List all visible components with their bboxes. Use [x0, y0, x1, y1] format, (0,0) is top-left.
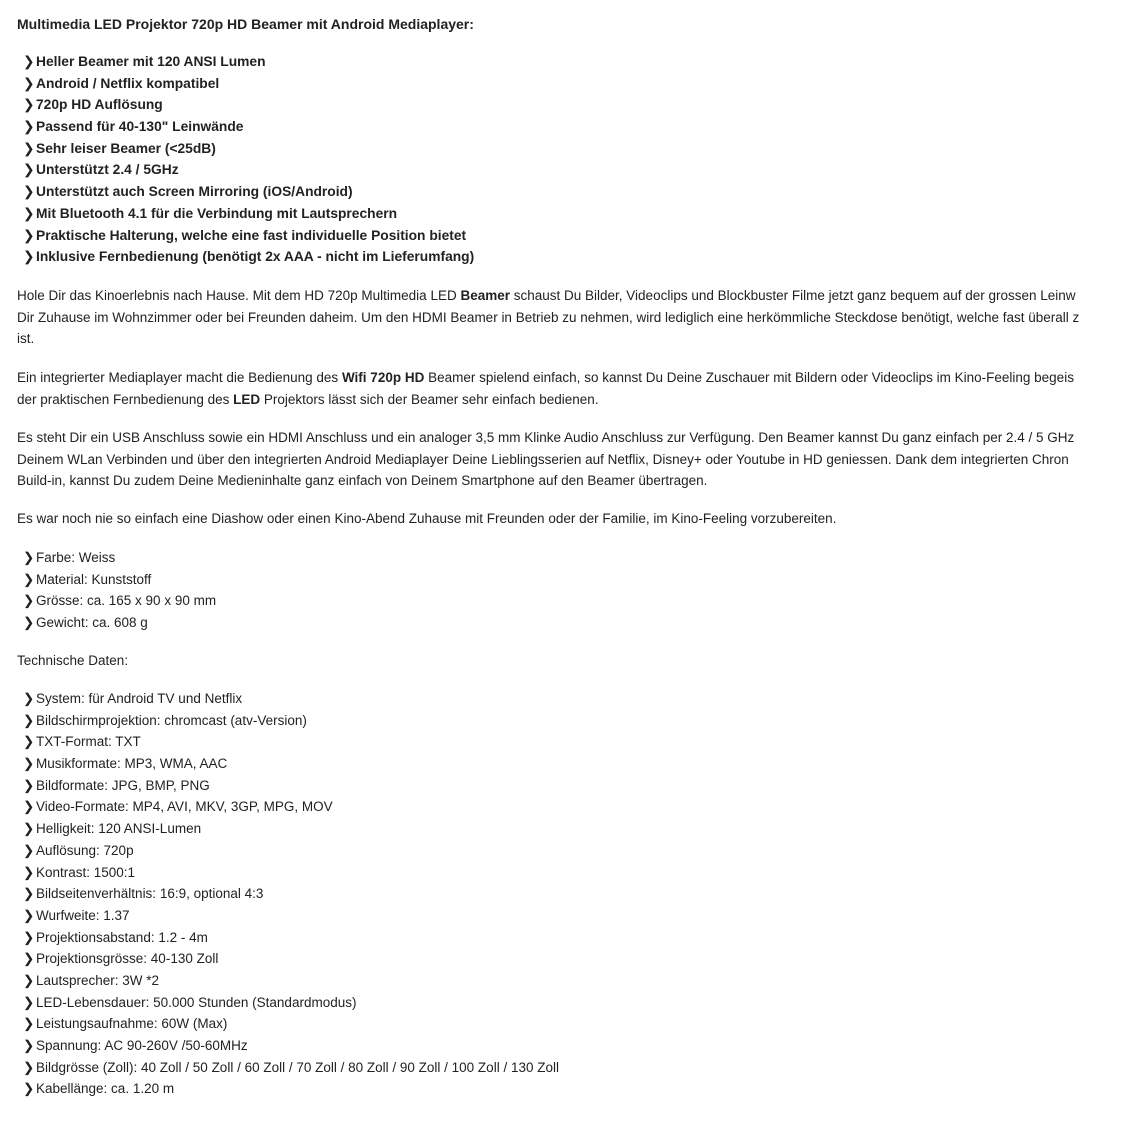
chevron-right-icon: ❯ — [23, 842, 35, 858]
list-item-text: Farbe: Weiss — [36, 550, 116, 565]
list-item — [23, 948, 559, 970]
list-item — [23, 840, 559, 862]
list-item-text: Praktische Halterung, welche eine fast individuelle Position bietet — [36, 227, 467, 243]
list-item — [23, 51, 474, 73]
list-item-text: TXT-Format: TXT — [36, 734, 141, 750]
list-item — [23, 1013, 559, 1035]
chevron-right-icon: ❯ — [23, 756, 35, 772]
list-item — [23, 246, 474, 268]
list-item-text: Gewicht: ca. 608 g — [36, 615, 148, 631]
feature-list — [23, 51, 474, 268]
chevron-right-icon: ❯ — [23, 886, 35, 902]
chevron-right-icon: ❯ — [23, 1038, 35, 1053]
chevron-right-icon: ❯ — [23, 799, 35, 815]
chevron-right-icon: ❯ — [23, 734, 35, 750]
list-item — [23, 1035, 559, 1057]
product-heading: Multimedia LED Projektor 720p HD Beamer mit Android Mediaplayer: — [17, 16, 474, 32]
chevron-right-icon: ❯ — [23, 119, 35, 135]
chevron-right-icon: ❯ — [23, 184, 35, 200]
list-item-text: Heller Beamer mit 120 ANSI Lumen — [36, 54, 266, 69]
chevron-right-icon: ❯ — [23, 97, 35, 113]
list-item-text: Bildgrösse (Zoll): 40 Zoll / 50 Zoll / 60 Zoll / 70 Zoll / 80 Zoll / 90 Zoll / 100 Zoll / 130 Zoll — [36, 1059, 559, 1075]
list-item-text: Helligkeit: 120 ANSI-Lumen — [36, 821, 202, 837]
list-item — [23, 612, 216, 634]
mediaplayer-paragraph — [17, 367, 1128, 410]
list-item-text: Passend für 40-130" Leinwände — [36, 119, 244, 135]
list-item — [23, 992, 559, 1014]
list-item-text: Sehr leiser Beamer (<25dB) — [36, 140, 216, 156]
list-item-text: Bildschirmprojektion: chromcast (atv-Version) — [36, 712, 307, 728]
list-item — [23, 688, 559, 710]
list-item-text: Projektionsgrösse: 40-130 Zoll — [36, 951, 219, 967]
list-item — [23, 547, 216, 569]
list-item — [23, 927, 559, 949]
chevron-right-icon: ❯ — [23, 227, 35, 243]
product-description — [17, 0, 1128, 1128]
paragraph-line: Hole Dir das Kinoerlebnis nach Hause. Mit dem HD 720p Multimedia LED Beamer schaust Du Bilder, Videoclips und Blockbuster Filme jetzt ganz bequem auf der grossen Leinw — [17, 288, 1076, 303]
chevron-right-icon: ❯ — [23, 777, 35, 793]
chevron-right-icon: ❯ — [23, 821, 35, 837]
list-item-text: System: für Android TV und Netflix — [36, 691, 243, 706]
chevron-right-icon: ❯ — [23, 571, 35, 587]
paragraph-line: Es war noch nie so einfach eine Diashow oder einen Kino-Abend Zuhause mit Freunden oder der Familie, im Kino-Feeling vorzubereiten. — [17, 511, 837, 526]
paragraph-line: Build-in, kannst Du zudem Deine Medieninhalte ganz einfach von Deinem Smartphone auf den Beamer übertragen. — [17, 473, 708, 489]
chevron-right-icon: ❯ — [23, 929, 35, 945]
list-item — [23, 1078, 559, 1100]
list-item-text: Projektionsabstand: 1.2 - 4m — [36, 929, 208, 945]
chevron-right-icon: ❯ — [23, 162, 35, 178]
list-item — [23, 775, 559, 797]
chevron-right-icon: ❯ — [23, 1016, 35, 1032]
paragraph-line: Ein integrierter Mediaplayer macht die Bedienung des Wifi 720p HD Beamer spielend einfach, so kannst Du Deine Zuschauer mit Bildern oder Videoclips im Kino-Feeling begeis — [17, 370, 1074, 385]
connectivity-paragraph — [17, 427, 1128, 492]
list-item — [23, 862, 559, 884]
chevron-right-icon: ❯ — [23, 712, 35, 728]
paragraph-line: ist. — [17, 331, 35, 347]
list-item — [23, 203, 474, 225]
chevron-right-icon: ❯ — [23, 593, 35, 609]
list-item — [23, 94, 474, 116]
intro-paragraph — [17, 285, 1128, 350]
chevron-right-icon: ❯ — [23, 864, 35, 880]
chevron-right-icon: ❯ — [23, 1059, 35, 1075]
list-item-text: Lautsprecher: 3W *2 — [36, 972, 160, 988]
list-item-text: Auflösung: 720p — [36, 842, 134, 858]
chevron-right-icon: ❯ — [23, 951, 35, 967]
chevron-right-icon: ❯ — [23, 75, 35, 91]
paragraph-line: Deinem WLan Verbinden und über den integrierten Android Mediaplayer Deine Lieblingsserien auf Netflix, Disney+ oder Youtube in HD geniessen. Dank dem integrierten Chron — [17, 451, 1069, 467]
list-item-text: Material: Kunststoff — [36, 571, 152, 587]
keyword-wifi: Wifi 720p HD — [341, 370, 425, 385]
list-item-text: Kontrast: 1500:1 — [36, 864, 136, 880]
chevron-right-icon: ❯ — [23, 907, 35, 923]
chevron-right-icon: ❯ — [23, 691, 35, 706]
list-item — [23, 138, 474, 160]
list-item — [23, 225, 474, 247]
list-item — [23, 710, 559, 732]
list-item — [23, 590, 216, 612]
list-item — [23, 970, 559, 992]
list-item — [23, 796, 559, 818]
chevron-right-icon: ❯ — [23, 249, 35, 265]
tech-data-list — [23, 688, 559, 1100]
list-item — [23, 569, 216, 591]
paragraph-line: der praktischen Fernbedienung des LED Projektors lässt sich der Beamer sehr einfach bedienen. — [17, 391, 599, 407]
paragraph-line: Es steht Dir ein USB Anschluss sowie ein HDMI Anschluss und ein analoger 3,5 mm Klinke Audio Anschluss zur Verfügung. Den Beamer kannst Du ganz einfach per 2.4 / 5 GHz — [17, 430, 1075, 445]
chevron-right-icon: ❯ — [23, 994, 35, 1010]
list-item — [23, 181, 474, 203]
list-item-text: Unterstützt auch Screen Mirroring (iOS/Android) — [36, 184, 353, 200]
list-item-text: Wurfweite: 1.37 — [36, 907, 130, 923]
closing-paragraph — [17, 508, 1128, 530]
list-item-text: Spannung: AC 90-260V /50-60MHz — [36, 1038, 248, 1053]
chevron-right-icon: ❯ — [23, 1081, 35, 1097]
tech-data-label: Technische Daten: — [17, 653, 129, 668]
keyword-led: LED — [233, 391, 261, 407]
list-item — [23, 818, 559, 840]
list-item-text: Kabellänge: ca. 1.20 m — [36, 1081, 175, 1097]
chevron-right-icon: ❯ — [23, 972, 35, 988]
list-item — [23, 159, 474, 181]
list-item — [23, 753, 559, 775]
list-item-text: LED-Lebensdauer: 50.000 Stunden (Standardmodus) — [36, 994, 357, 1010]
chevron-right-icon: ❯ — [23, 54, 35, 69]
list-item-text: Android / Netflix kompatibel — [36, 75, 220, 91]
list-item-text: Bildformate: JPG, BMP, PNG — [36, 777, 210, 793]
list-item — [23, 73, 474, 95]
list-item-text: Mit Bluetooth 4.1 für die Verbindung mit Lautsprechern — [36, 205, 398, 221]
paragraph-line: Dir Zuhause im Wohnzimmer oder bei Freunden daheim. Um den HDMI Beamer in Betrieb zu nehmen, wird lediglich eine herkömmliche Steckdose benötigt, welche fast überall z — [17, 309, 1080, 325]
list-item — [23, 905, 559, 927]
list-item-text: Leistungsaufnahme: 60W (Max) — [36, 1016, 228, 1032]
list-item-text: Inklusive Fernbedienung (benötigt 2x AAA - nicht im Lieferumfang) — [36, 249, 475, 265]
list-item-text: 720p HD Auflösung — [36, 97, 163, 113]
list-item — [23, 116, 474, 138]
list-item-text: Grösse: ca. 165 x 90 x 90 mm — [36, 593, 217, 609]
list-item-text: Bildseitenverhältnis: 16:9, optional 4:3 — [36, 886, 264, 902]
chevron-right-icon: ❯ — [23, 205, 35, 221]
list-item — [23, 731, 559, 753]
chevron-right-icon: ❯ — [23, 550, 35, 565]
keyword-beamer: Beamer — [460, 288, 510, 303]
list-item-text: Video-Formate: MP4, AVI, MKV, 3GP, MPG, MOV — [36, 799, 333, 815]
list-item — [23, 883, 559, 905]
list-item — [23, 1057, 559, 1079]
list-item-text: Musikformate: MP3, WMA, AAC — [36, 756, 228, 772]
chevron-right-icon: ❯ — [23, 140, 35, 156]
list-item-text: Unterstützt 2.4 / 5GHz — [36, 162, 179, 178]
spec-list — [23, 547, 216, 634]
chevron-right-icon: ❯ — [23, 615, 35, 631]
